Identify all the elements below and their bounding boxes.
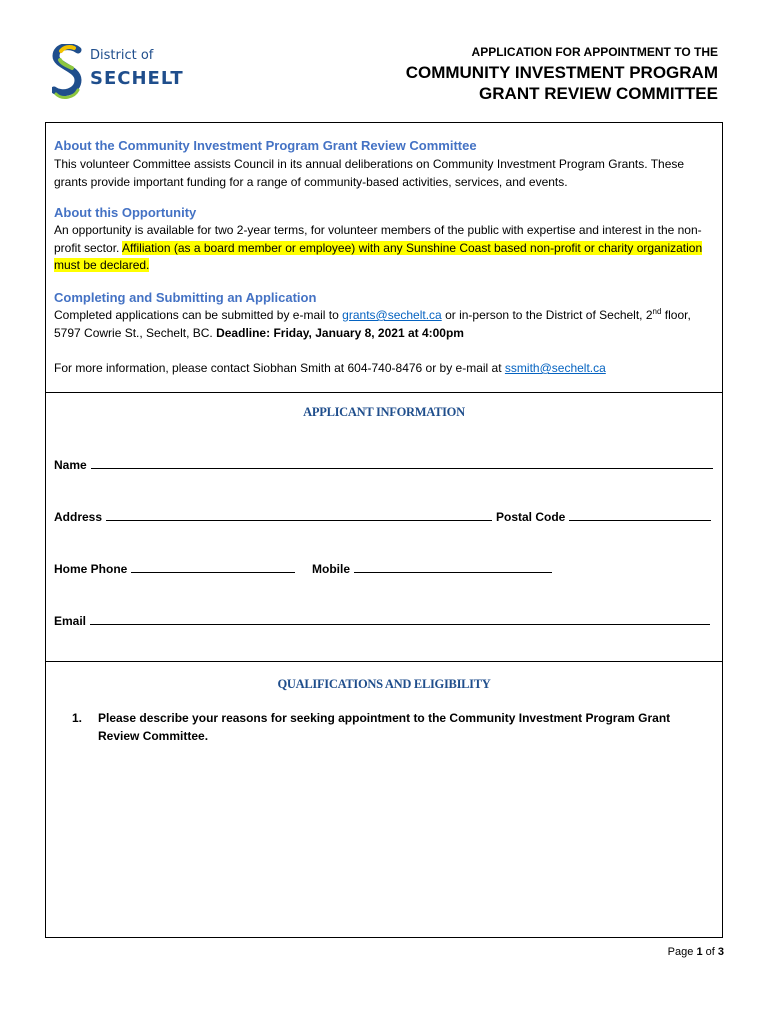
address-line[interactable] bbox=[106, 509, 492, 521]
qualifications-heading: QUALIFICATIONS AND ELIGIBILITY bbox=[277, 677, 491, 691]
submit-text-a: Completed applications can be submitted by e-mail to bbox=[54, 308, 339, 322]
opportunity-body: An opportunity is available for two 2-year terms, for volunteer members of the public with expertise and interest in the non-profit sector. bbox=[54, 223, 702, 255]
mobile-label: Mobile bbox=[312, 562, 350, 576]
applicant-box bbox=[45, 393, 723, 662]
email-label: Email bbox=[54, 614, 87, 628]
submit-text-c: floor, 5797 Cowrie St., Sechelt, BC. bbox=[54, 308, 691, 340]
mobile-field[interactable] bbox=[312, 561, 552, 576]
contact-text bbox=[54, 360, 718, 378]
about-text: This volunteer Committee assists Council in its annual deliberations on Community Investment Program Grants. These grants provide important funding for a range of community-based activities, services, and events. bbox=[54, 157, 685, 189]
ordinal-sup: nd bbox=[652, 307, 662, 316]
header-subtitle: APPLICATION FOR APPOINTMENT TO THE bbox=[471, 45, 718, 59]
submit-text-b: or in-person to the District of Sechelt, 2 bbox=[445, 308, 653, 322]
header-title-line2: GRANT REVIEW COMMITTEE bbox=[479, 84, 718, 103]
header-title-line1: COMMUNITY INVESTMENT PROGRAM bbox=[405, 63, 718, 82]
name-line[interactable] bbox=[91, 457, 713, 469]
page-number bbox=[668, 946, 724, 958]
info-box bbox=[45, 122, 723, 393]
logo-text-district: District of bbox=[90, 48, 154, 63]
home-phone-field[interactable] bbox=[54, 561, 295, 576]
home-phone-label: Home Phone bbox=[54, 562, 128, 576]
name-label: Name bbox=[54, 458, 87, 472]
affiliation-highlight: Affiliation (as a board member or employee) with any Sunshine Coast based non-profit or charity organization must be declared. bbox=[54, 240, 703, 272]
page-total: 3 bbox=[717, 946, 724, 958]
address-field[interactable] bbox=[54, 509, 492, 524]
district-logo bbox=[52, 44, 192, 102]
postal-code-label: Postal Code bbox=[496, 510, 566, 524]
mobile-line[interactable] bbox=[354, 561, 552, 573]
question-1-answer-area[interactable] bbox=[54, 752, 714, 927]
about-heading: About the Community Investment Program Grant Review Committee bbox=[54, 138, 477, 153]
header-title bbox=[406, 62, 718, 104]
grants-email-link[interactable]: grants@sechelt.ca bbox=[342, 308, 442, 322]
email-line[interactable] bbox=[90, 613, 710, 625]
home-phone-line[interactable] bbox=[131, 561, 295, 573]
question-1-text: Please describe your reasons for seeking appointment to the Community Investment Program Grant Review Committee. bbox=[98, 711, 671, 743]
logo-text-sechelt: SECHELT bbox=[90, 68, 184, 89]
postal-code-line[interactable] bbox=[569, 509, 711, 521]
of-word: of bbox=[705, 946, 715, 958]
postal-code-field[interactable] bbox=[496, 509, 711, 524]
name-field[interactable] bbox=[54, 457, 713, 472]
contact-email-link[interactable]: ssmith@sechelt.ca bbox=[504, 361, 606, 375]
address-label: Address bbox=[54, 510, 103, 524]
page-current: 1 bbox=[696, 946, 703, 958]
deadline-text: Deadline: Friday, January 8, 2021 at 4:00pm bbox=[216, 325, 464, 340]
question-1-number: 1. bbox=[72, 711, 83, 725]
opportunity-heading: About this Opportunity bbox=[54, 205, 197, 220]
applicant-heading: APPLICANT INFORMATION bbox=[303, 405, 465, 419]
page-word: Page bbox=[667, 946, 694, 958]
submitting-heading: Completing and Submitting an Application bbox=[54, 290, 317, 305]
email-field[interactable] bbox=[54, 613, 710, 628]
contact-body: For more information, please contact Siobhan Smith at 604-740-8476 or by e-mail at bbox=[54, 361, 502, 375]
opportunity-text bbox=[54, 222, 718, 275]
sechelt-s-icon bbox=[52, 44, 84, 102]
submitting-text bbox=[54, 307, 718, 342]
qualifications-box bbox=[45, 662, 723, 938]
